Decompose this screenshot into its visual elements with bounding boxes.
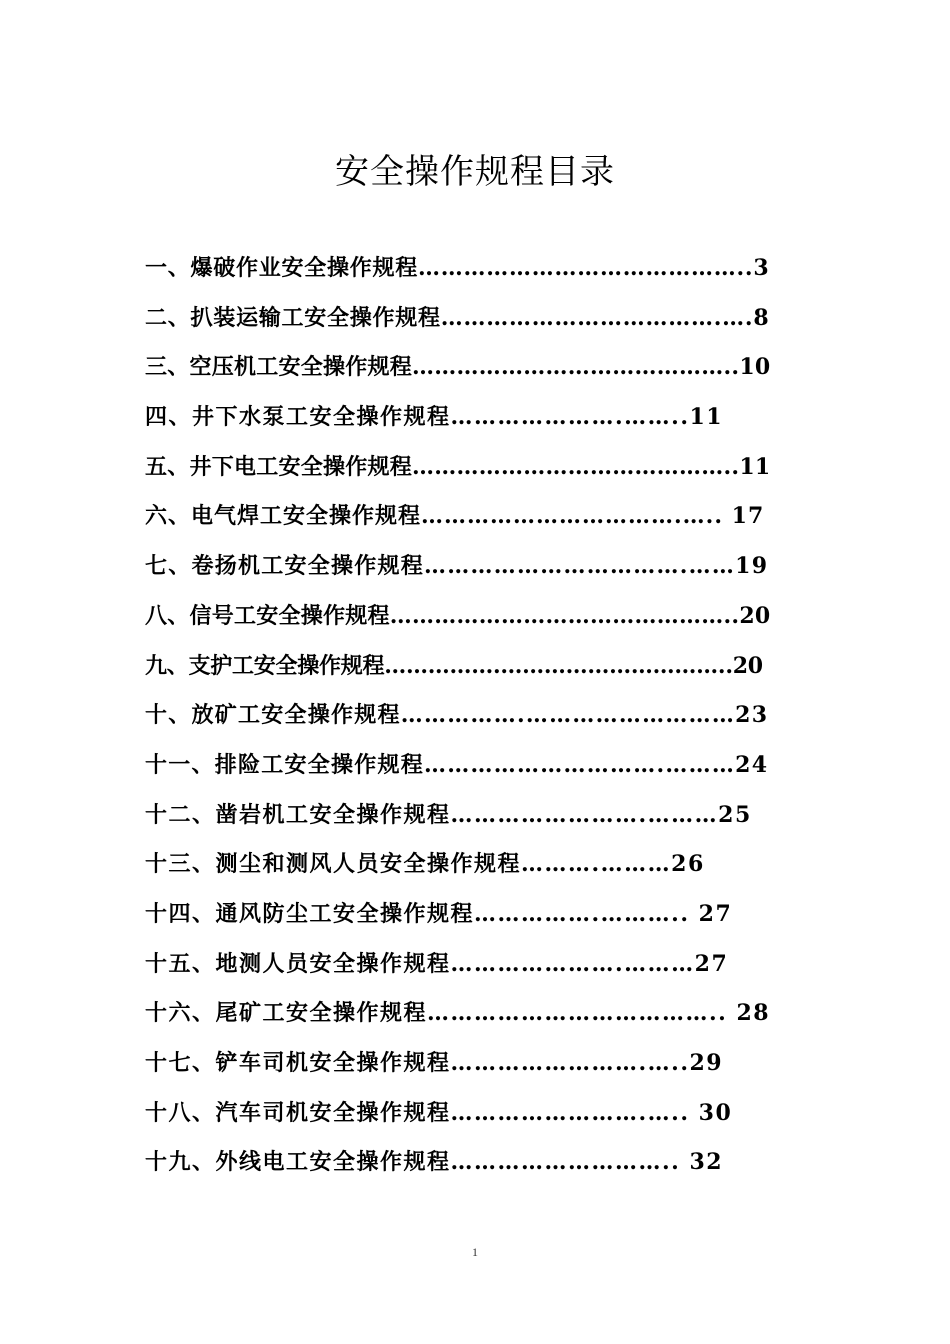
toc-entry <box>145 445 770 495</box>
page-number: 1 <box>472 1245 478 1259</box>
toc-entry-text: 十四、通风防尘工安全操作规程…………….……….. 27 <box>145 900 733 927</box>
toc-entry <box>145 544 770 594</box>
toc-entry-text: 五、井下电工安全操作规程……………………………………..11 <box>145 453 770 480</box>
toc-entry <box>145 395 770 445</box>
toc-entry <box>145 296 770 346</box>
document-title: 安全操作规程目录 <box>335 152 615 192</box>
toc-entry-text: 十六、尾矿工安全操作规程……………………………….. 28 <box>145 1000 770 1027</box>
toc-entry-text: 十九、外线电工安全操作规程……………………….. 32 <box>145 1149 724 1176</box>
toc-entry-text: 二、扒装运输工安全操作规程……………………………….….8 <box>145 304 770 331</box>
toc-entry-text: 四、井下水泵工安全操作规程………………….……..11 <box>145 404 724 431</box>
toc-entry <box>145 942 770 992</box>
toc-entry <box>145 594 770 644</box>
toc-entry <box>145 842 770 892</box>
toc-entry-text: 八、信号工安全操作规程………………………………………..20 <box>145 602 770 629</box>
toc-entry-text: 十七、铲车司机安全操作规程…………………….…..29 <box>145 1050 724 1076</box>
toc-entry <box>145 793 770 843</box>
toc-entry-text: 十二、凿岩机工安全操作规程…………………….………25 <box>145 801 752 828</box>
toc-entry-text: 一、爆破作业安全操作规程……………………………………..3 <box>145 255 770 281</box>
toc-entry <box>145 892 770 942</box>
toc-entry <box>145 743 770 793</box>
toc-entry <box>145 693 770 743</box>
toc-entry <box>145 246 770 296</box>
toc-entry <box>145 991 770 1041</box>
toc-entry-text: 十、放矿工安全操作规程…………….………………………23 <box>145 702 769 729</box>
toc-entry-text: 七、卷扬机工安全操作规程…………………………….……19 <box>145 553 769 580</box>
toc-entry <box>145 644 770 694</box>
toc-entry-text: 九、支护工安全操作规程…………….…………………………..20 <box>145 652 763 679</box>
toc-entry <box>145 1140 770 1190</box>
toc-entry-text: 十五、地测人员安全操作规程………………….………27 <box>145 950 729 977</box>
toc-entry-text: 六、电气焊工安全操作规程…………………………….….. 17 <box>145 503 765 530</box>
toc-entry-text: 三、空压机工安全操作规程……………………………………..10 <box>145 354 770 381</box>
toc-entry-text: 十三、测尘和测风人员安全操作规程……….………26 <box>145 851 705 878</box>
toc-entry <box>145 494 770 544</box>
toc-entry-text: 十一、排险工安全操作规程………………………….………24 <box>145 751 769 778</box>
toc-entry <box>145 1041 770 1091</box>
toc-entry-text: 十八、汽车司机安全操作规程…………………….….. 30 <box>145 1099 733 1126</box>
toc-entry <box>145 345 770 395</box>
table-of-contents <box>145 246 770 1190</box>
toc-entry <box>145 1091 770 1141</box>
